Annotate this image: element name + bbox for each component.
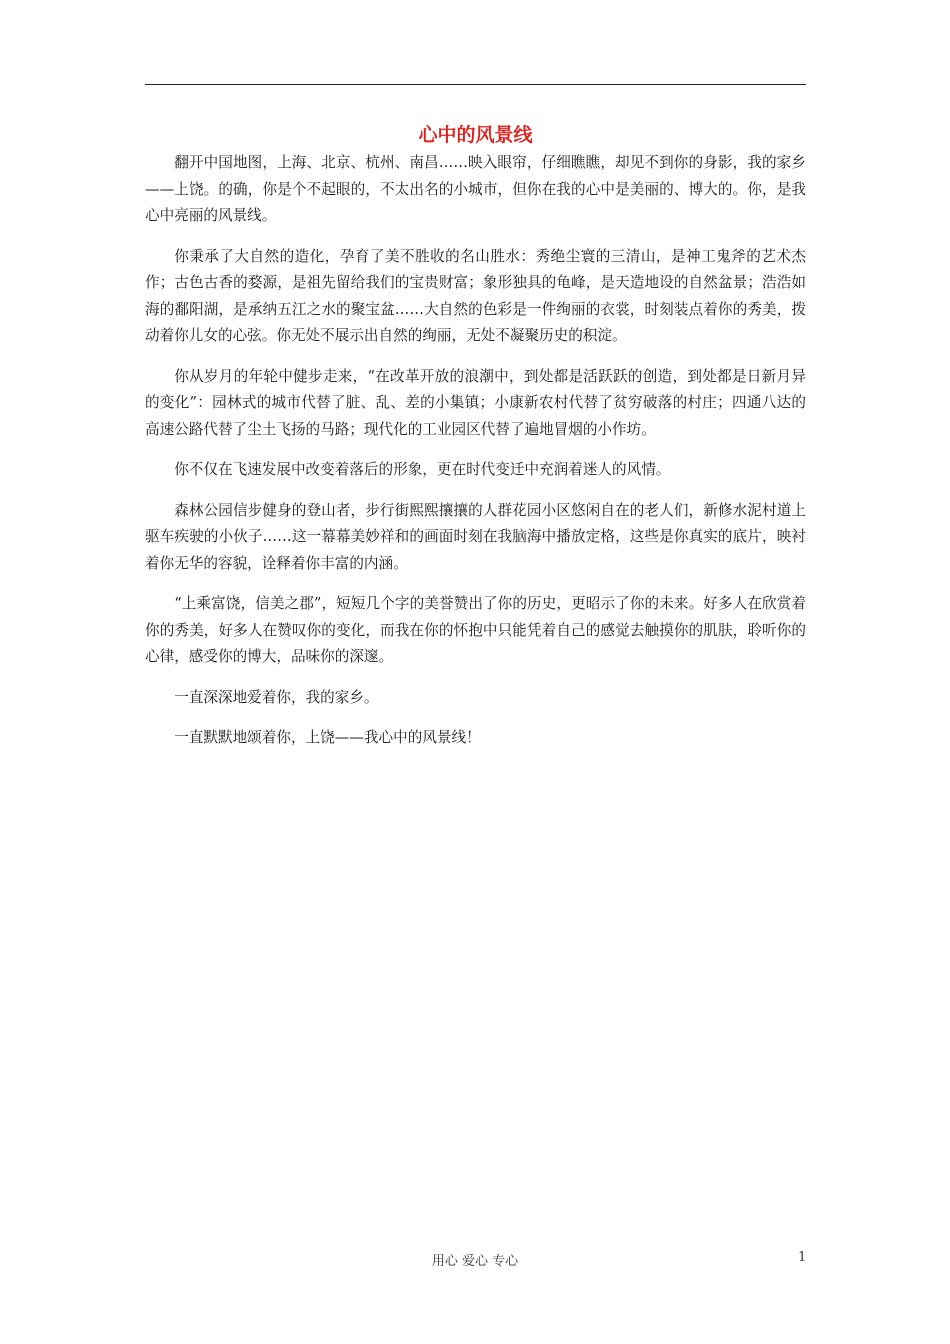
page-number: 1: [798, 1250, 807, 1265]
paragraph: 你不仅在飞速发展中改变着落后的形象，更在时代变迁中充润着迷人的风情。: [174, 461, 671, 478]
paragraph: 你从岁月的年轮中健步走来，“在改革开放的浪潮中，到处都是活跃跃的创造，到处都是日新月异的变化”：园林式的城市代替了脏、乱、差的小集镇；小康新农村代替了贫穷破落的村庄；四通八达的高速公路代替了尘土飞扬的马路；现代化的工业园区代替了遍地冒烟的小作坊。: [145, 367, 806, 438]
paragraph: 一直默默地颂着你，上饶——我心中的风景线！: [174, 729, 481, 746]
footer-text: 用心 爱心 专心: [431, 1254, 519, 1269]
page-title: 心中的风景线: [418, 124, 533, 146]
header-rule: [145, 84, 806, 85]
article-body: [145, 150, 806, 766]
paragraph: 一直深深地爱着你，我的家乡。: [174, 688, 379, 706]
paragraph: 森林公园信步健身的登山者，步行街熙熙攘攘的人群花园小区悠闲自在的老人们，新修水泥村道上驱车疾驶的小伙子……这一幕幕美妙祥和的画面时刻在我脑海中播放定格，这些是你真实的底片，映衬着你无华的容貌，诠释着你丰富的内涵。: [145, 501, 806, 572]
paragraph: 你秉承了大自然的造化，孕育了美不胜收的名山胜水：秀绝尘寰的三清山，是神工鬼斧的艺术杰作；古色古香的婺源，是祖先留给我们的宝贵财富；象形独具的龟峰，是天造地设的自然盆景；浩浩如海的鄱阳湖，是承纳五江之水的聚宝盆……大自然的色彩是一件绚丽的衣裳，时刻装点着你的秀美，拨动着你儿女的心弦。你无处不展示出自然的绚丽，无处不凝聚历史的积淀。: [145, 247, 806, 344]
paragraph: 翻开中国地图，上海、北京、杭州、南昌……映入眼帘，仔细瞧瞧，却见不到你的身影，我的家乡——上饶。的确，你是个不起眼的，不太出名的小城市，但你在我的心中是美丽的、博大的。你，是我心中亮丽的风景线。: [145, 154, 806, 224]
paragraph: “上乘富饶，信美之郡”，短短几个字的美誉赞出了你的历史，更昭示了你的未来。好多人在欣赏着你的秀美，好多人在赞叹你的变化，而我在你的怀抱中只能凭着自己的感觉去触摸你的肌肤，聆听你的心律，感受你的博大，品味你的深邃。: [145, 595, 806, 665]
